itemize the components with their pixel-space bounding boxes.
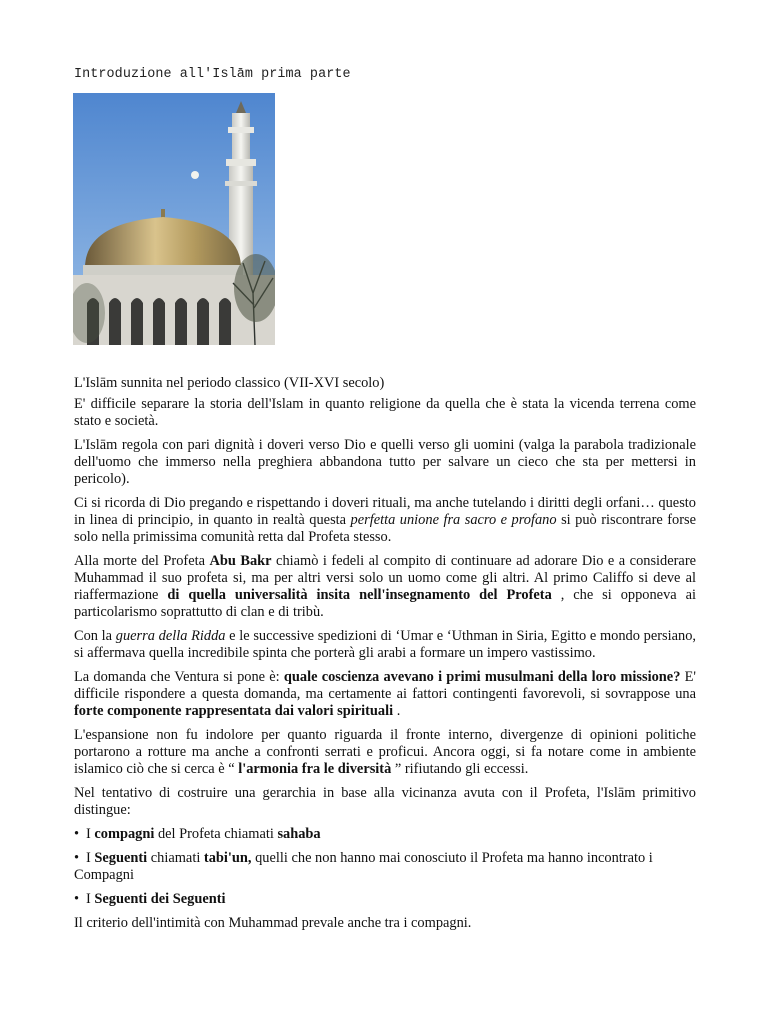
- italic-text: guerra della Ridda: [115, 628, 226, 644]
- bullet-icon: •: [74, 850, 80, 866]
- text-run: Ci si ricorda di Dio pregando e rispettando i doveri rituali, ma anche tutelando i diritti degli orfani… questo in linea di principio, in quanto in realtà questa: [74, 495, 696, 528]
- bold-text: Seguenti: [94, 850, 148, 866]
- paragraph: [74, 495, 696, 546]
- text-run: I: [86, 826, 95, 842]
- text-run: quelli che non hanno mai conosciuto il Profeta ma hanno incontrato i Compagni: [74, 850, 653, 883]
- text-run: L'espansione non fu indolore per quanto riguarda il fronte interno, divergenze di opinioni politiche portarono a rotture ma anche a confronti serrati e proficui. Ancora oggi, si fa notare come in ambiente islamico ciò che si cerca è “: [74, 727, 696, 777]
- bold-text: forte componente rappresentata dai valori spirituali: [74, 703, 394, 719]
- list-item: [74, 850, 696, 884]
- text-run: Con la: [74, 628, 116, 644]
- paragraph: [74, 553, 696, 621]
- bold-text: tabi'un,: [203, 850, 252, 866]
- italic-text: perfetta unione fra sacro e profano: [350, 512, 557, 528]
- bold-text: sahaba: [277, 826, 321, 842]
- text-run: del Profeta chiamati: [154, 826, 278, 842]
- paragraph: E' difficile separare la storia dell'Islam in quanto religione da quella che è stata la vicenda terrena come stato e società.: [74, 396, 696, 429]
- text-run: Alla morte del Profeta: [74, 553, 210, 569]
- paragraph: [74, 727, 696, 778]
- paragraph: Il criterio dell'intimità con Muhammad prevale anche tra i compagni.: [74, 915, 472, 931]
- paragraph: [74, 628, 696, 662]
- paragraph: [74, 669, 696, 720]
- article-body: [74, 375, 696, 939]
- bullet-icon: •: [74, 826, 80, 842]
- text-run: , che si opponeva ai particolarismo soprattutto di clan e di tribù.: [74, 587, 696, 620]
- text-run: I: [86, 850, 95, 866]
- paragraph: Nel tentativo di costruire una gerarchia in base alla vicinanza avuta con il Profeta, l'Islām primitivo distingue:: [74, 785, 696, 818]
- bold-text: di quella universalità insita nell'insegnamento del Profeta: [167, 587, 552, 603]
- bold-text: compagni: [94, 826, 155, 842]
- paragraph: L'Islām regola con pari dignità i doveri verso Dio e quelli verso gli uomini (valga la parabola tradizionale dell'uomo che immerso nella preghiera abbandona tutto per salvare un cieco che sta per mettersi in pericolo).: [74, 437, 696, 487]
- list-item: [74, 891, 696, 908]
- text-run: e le successive spedizioni di ‘Umar e ‘Uthman in Siria, Egitto e mondo persiano, si affermava quella incredibile spinta che porterà gli arabi a formare un impero vastissimo.: [74, 628, 696, 661]
- text-run: I: [86, 891, 95, 907]
- bold-text: l'armonia fra le diversità: [238, 761, 392, 777]
- document-title: Introduzione all'Islām prima parte: [74, 67, 351, 82]
- text-run: E' difficile rispondere a questa domanda, ma certamente ai fattori contingenti favorevoli, si sovrappose una: [74, 669, 696, 702]
- text-run: si può riscontrare forse solo nella primissima comunità retta dal Profeta stesso.: [74, 512, 696, 545]
- moon-shape: [191, 171, 199, 179]
- bold-text: quale coscienza avevano i primi musulmani della loro missione?: [283, 669, 681, 685]
- text-run: .: [393, 703, 401, 719]
- section-heading: L'Islām sunnita nel periodo classico (VII-XVI secolo): [74, 375, 385, 391]
- mosque-photo: [73, 93, 275, 345]
- bold-text: Seguenti dei Seguenti: [94, 891, 226, 907]
- text-run: chiamò i fedeli al compito di continuare ad adorare Dio e a considerare Muhammad il suo profeta si, ma per altri versi solo un uomo come gli altri. Al primo Califfo si deve al riaffermazione: [74, 553, 696, 603]
- text-run: La domanda che Ventura si pone è:: [74, 669, 284, 685]
- list-item: [74, 826, 696, 843]
- text-run: ” rifiutando gli eccessi.: [391, 761, 529, 777]
- text-run: chiamati: [147, 850, 204, 866]
- bold-text: Abu Bakr: [209, 553, 272, 569]
- bullet-icon: •: [74, 891, 80, 907]
